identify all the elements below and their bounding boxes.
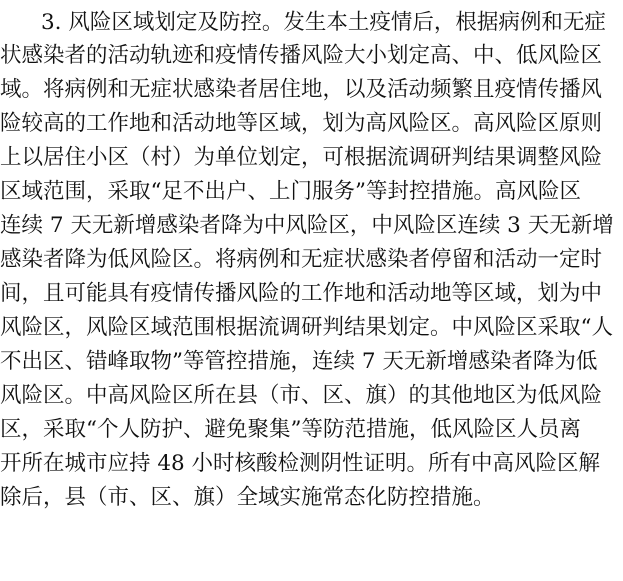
paragraph-line-13: 区，采取“个人防护、避免聚集”等防范措施，低风险区人员离 xyxy=(0,417,581,442)
paragraph-line-4: 险较高的工作地和活动地等区域，划为高风险区。高风险区原则 xyxy=(0,111,603,136)
paragraph-line-8: 感染者降为低风险区。将病例和无症状感染者停留和活动一定时 xyxy=(0,247,603,272)
paragraph-line-6: 区域范围，采取“足不出户、上门服务”等封控措施。高风险区 xyxy=(0,179,581,204)
paragraph-line-11: 不出区、错峰取物”等管控措施，连续 7 天无新增感染者降为低 xyxy=(0,349,598,374)
paragraph-line-5: 上以居住小区（村）为单位划定，可根据流调研判结果调整风险 xyxy=(0,145,603,170)
paragraph-line-10: 风险区，风险区域范围根据流调研判结果划定。中风险区采取“人 xyxy=(0,315,613,340)
paragraph-line-1: 3. 风险区域划定及防控。发生本土疫情后，根据病例和无症 xyxy=(41,10,606,35)
paragraph-line-2: 状感染者的活动轨迹和疫情传播风险大小划定高、中、低风险区 xyxy=(0,43,603,68)
paragraph-line-7: 连续 7 天无新增感染者降为中风险区，中风险区连续 3 天无新增 xyxy=(0,213,614,238)
paragraph-line-14: 开所在城市应持 48 小时核酸检测阴性证明。所有中高风险区解 xyxy=(0,451,601,476)
paragraph-line-9: 间，且可能具有疫情传播风险的工作地和活动地等区域，划为中 xyxy=(0,281,603,306)
paragraph-line-12: 风险区。中高风险区所在县（市、区、旗）的其他地区为低风险 xyxy=(0,383,603,408)
paragraph-line-3: 域。将病例和无症状感染者居住地，以及活动频繁且疫情传播风 xyxy=(0,77,603,102)
paragraph-line-15: 除后，县（市、区、旗）全域实施常态化防控措施。 xyxy=(0,485,495,510)
